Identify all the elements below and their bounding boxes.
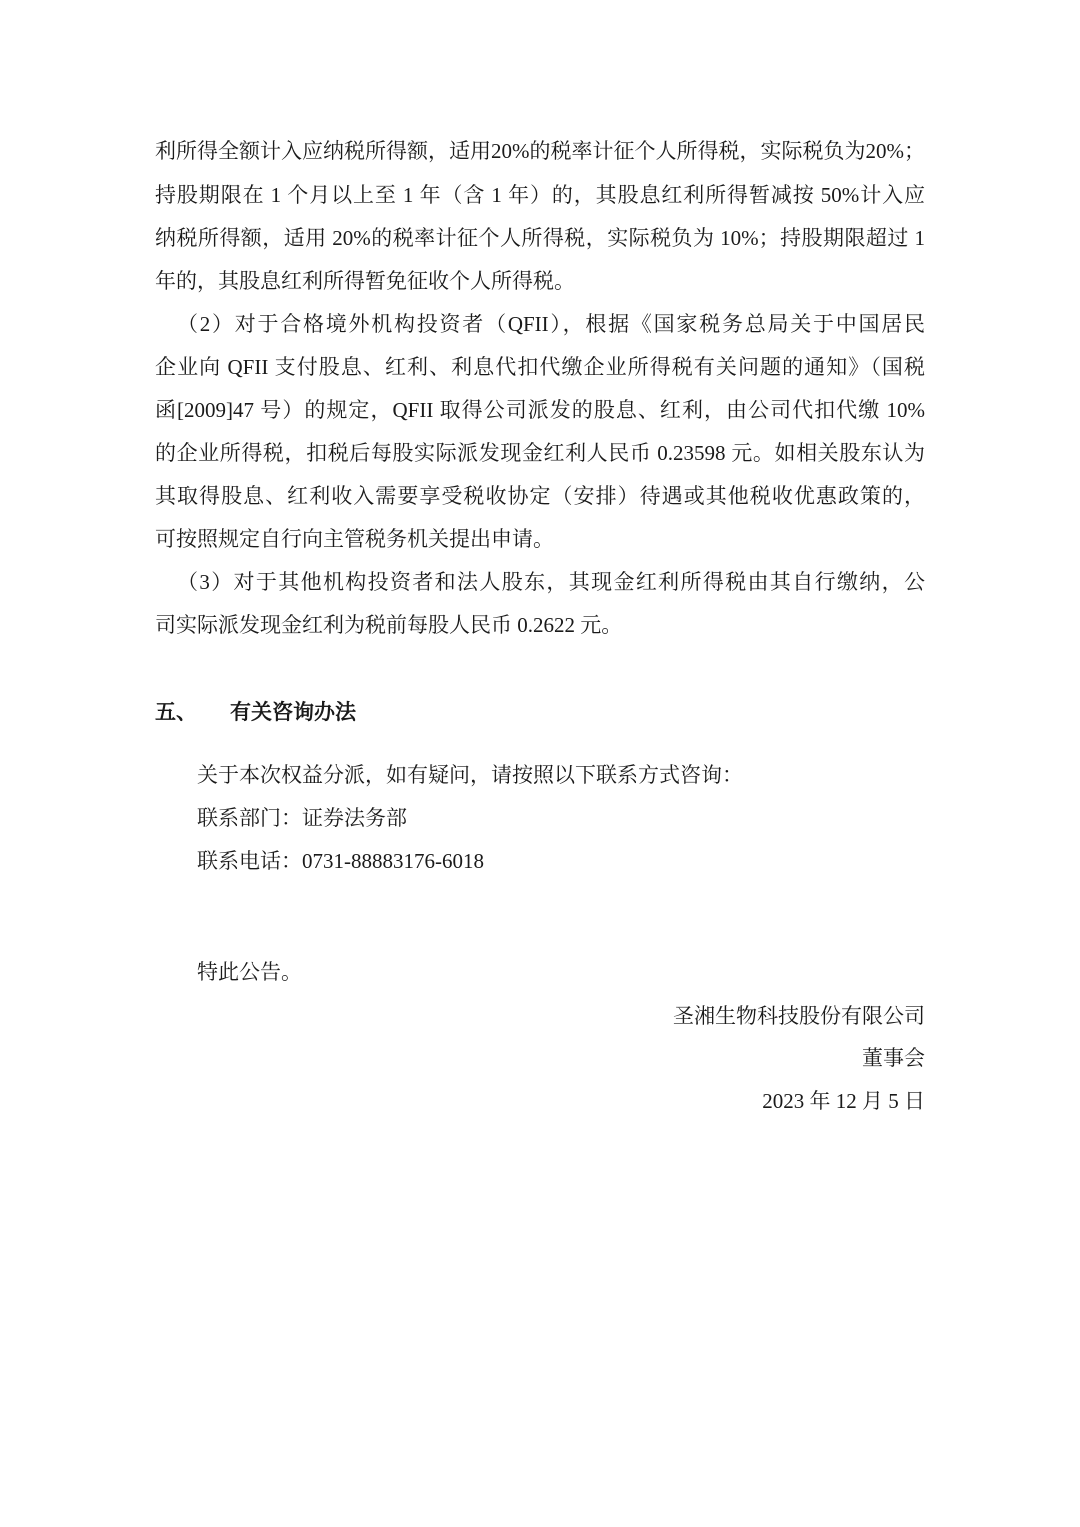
section-title: 有关咨询办法	[230, 700, 356, 724]
text-line: 司实际派发现金红利为税前每股人民币 0.2622 元。	[155, 613, 623, 637]
contact-phone: 联系电话：0731-88883176-6018	[197, 849, 484, 873]
text-line: 的企业所得税，扣税后每股实际派发现金红利人民币 0.23598 元。如相关股东认为	[155, 441, 925, 465]
company-name: 圣湘生物科技股份有限公司	[673, 1004, 925, 1028]
text-line: 纳税所得额，适用 20%的税率计征个人所得税，实际税负为 10%；持股期限超过 1	[155, 226, 925, 250]
contact-department: 联系部门：证券法务部	[197, 806, 407, 830]
section-number: 五、	[155, 700, 197, 724]
text-line: 函[2009]47 号）的规定，QFII 取得公司派发的股息、红利，由公司代扣代缴 10%	[155, 398, 925, 422]
text-line: 可按照规定自行向主管税务机关提出申请。	[155, 527, 554, 551]
text-line: （3）对于其他机构投资者和法人股东，其现金红利所得税由其自行缴纳，公	[177, 570, 925, 594]
text-line: 利所得全额计入应纳税所得额，适用20%的税率计征个人所得税，实际税负为20%；	[155, 139, 925, 163]
text-line: 持股期限在 1 个月以上至 1 年（含 1 年）的，其股息红利所得暂减按 50%计入应	[155, 183, 925, 207]
text-line: 年的，其股息红利所得暂免征收个人所得税。	[155, 269, 575, 293]
contact-intro: 关于本次权益分派，如有疑问，请按照以下联系方式咨询：	[197, 763, 743, 787]
closing-text: 特此公告。	[197, 960, 302, 984]
text-line: （2）对于合格境外机构投资者（QFII），根据《国家税务总局关于中国居民	[177, 312, 925, 336]
date: 2023 年 12 月 5 日	[762, 1089, 925, 1113]
text-line: 其取得股息、红利收入需要享受税收协定（安排）待遇或其他税收优惠政策的，	[155, 484, 925, 508]
text-line: 企业向 QFII 支付股息、红利、利息代扣代缴企业所得税有关问题的通知》（国税	[155, 355, 925, 379]
board-name: 董事会	[862, 1046, 925, 1070]
